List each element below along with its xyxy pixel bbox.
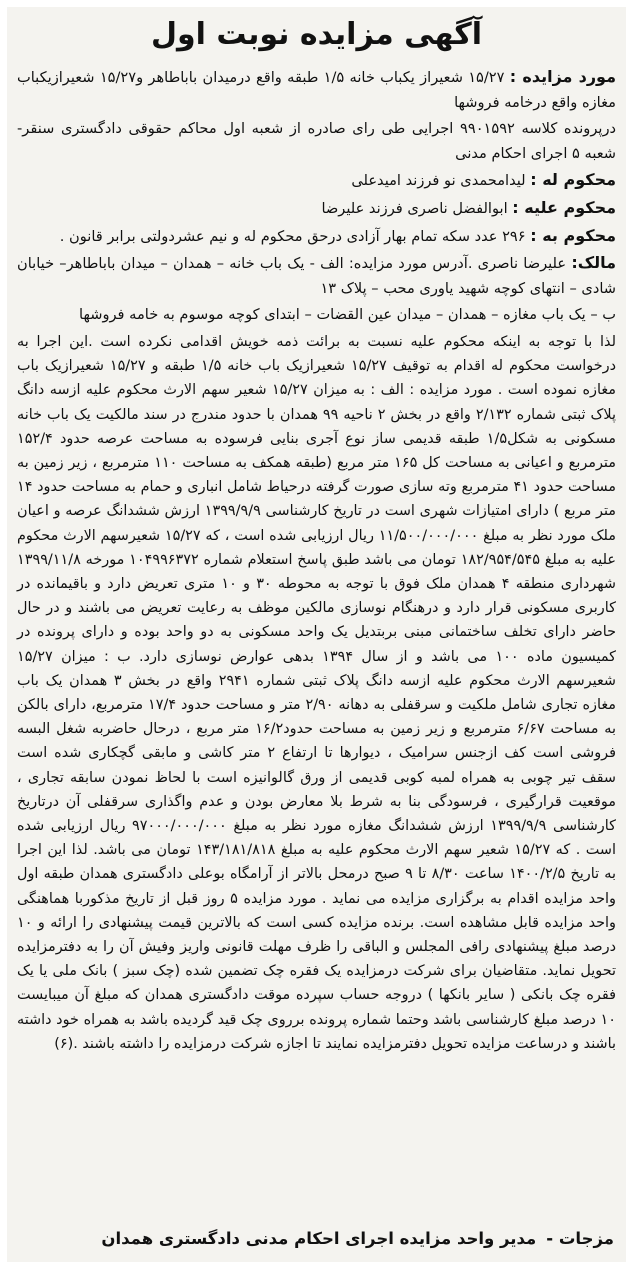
- notice-title: آگهی مزایده نوبت اول: [150, 17, 483, 52]
- address-b-text: ب – یک باب مغازه – همدان – میدان عین القضات – ابتدای کوچه موسوم به خامه فروشها: [79, 306, 616, 324]
- case-text: درپرونده کلاسه ۹۹۰۱۵۹۲ اجرایی طی رای صادره از شعبه اول محاکم حقوقی دادگستری سنقر- شعبه ۵ اجرای احکام مدنی: [17, 120, 617, 162]
- notice-body: لذا با توجه به اینکه محکوم علیه نسبت به برائت ذمه خویش اقدامی نکرده است .این اجرا به درخواست محکوم له اقدام به توقیف ۱۵/۲۷ شعیرازیک باب خانه ۱/۵ طبقه و ۱۵/۲۷ شعیرازیک باب مغازه نموده است . مورد مزایده : الف : به میزان ۱۵/۲۷ شعیر سهم الارث محکوم علیه ازسه دانگ پلاک ثبتی شماره ۲/۱۳۲ واقع در بخش ۲ ناحیه ۹۹ همدان با حدود مندرج در سند مالکیت یک باب خانه مسکونی به شکل۱/۵ طبقه قدیمی ساز نوع آجری بنایی فرسوده به مساحت عرصه حدود ۱۵۲/۴ مترمربع و اعیانی به مساحت کل ۱۶۵ متر مربع (طبقه همکف به مساحت ۱۱۰ مترمربع ، زیر زمین به مساحت حدود ۴۱ مترمربع وته سازی صورت گرفته درحیاط شامل انباری و حمام به مساحت حدود ۱۴ متر مربع ) دارای امتیازات شهری است در تاریخ کارشناسی ۱۳۹۹/۹/۹ ارزش ششدانگ عرصه و اعیان ملک مورد نظر به مبلغ ۱۱/۵۰۰/۰۰۰/۰۰۰ ریال ارزیابی شده است ، که ۱۵/۲۷ شعیرسهم الارث محکوم علیه به مبلغ ۱۸۲/۹۵۴/۵۴۵ تومان می باشد طبق پاسخ استعلام شماره ۱۰۴۹۹۶۳۷۲ مورخه ۱۳۹۹/۱۱/۸ شهرداری منطقه ۴ همدان ملک فوق با توجه به محوطه ۳۰ و ۱۰ متری تعریض دارد و باقیمانده در کاربری مسکونی قرار دارد و درهنگام نوسازی مالکین موظف به رعایت تعریض می باشند و در حال حاضر دارای تخلف ساختمانی مبنی بربتدیل یک واحد مسکونی به دو واحد بوده و دارای پرونده در کمیسیون ماده ۱۰۰ می باشد و از سال ۱۳۹۴ بدهی عوارض نوسازی دارد. ب : میزان ۱۵/۲۷ شعیرسهم الارث محکوم علیه ازسه دانگ پلاک ثبتی شماره ۲۹۴۱ واقع در بخش ۳ همدان یک باب مغازه تجاری شامل ملکیت و سرقفلی به دهانه ۲/۹۰ متر و مساحت حدود ۱۷/۴ مترمربع، دارای بالکن به مساحت ۶/۶۷ مترمربع و زیر زمین به مساحت حدود۱۶/۲ متر مربع ، درحال حاضربه شغل البسه فروشی است کف ازجنس سرامیک ، دیوارها تا ارتفاع ۲ متر کاشی و مابقی گچکاری شده است سقف تیر چوبی به همراه لمبه کوبی قدیمی از ورق گالوانیزه است با لحاظ نمودن سابقه تجاری ، موقعیت قرارگیری ، فرسودگی بنا به شرط بلا معارض بودن و عدم واگذاری سرقفلی آن درتاریخ کارشناسی ۱۳۹۹/۹/۹ ارزش ششدانگ مغازه مورد نظر به مبلغ ۹۷۰۰۰/۰۰۰/۰۰۰ ریال ارزیابی شده است . که ۱۵/۲۷ شعیر سهم الارث محکوم علیه به مبلغ ۱۴۳/۱۸۱/۸۱۸ تومان می باشد. لذا این اجرا به تاریخ ۱۴۰۰/۲/۵ ساعت ۸/۳۰ تا ۹ صبح درمحل بالاتر از آرامگاه بوعلی دادگستری همدان طبقه اول واحد مزایده اقدام به برگزاری مزایده می نماید . مورد مزایده ۵ روز قبل از تاریخ مذکوربا هماهنگی واحد مزایده قابل مشاهده است. برنده مزایده کسی است که بالاترین قیمت پیشنهادی را ارائه و ۱۰ درصد مبلغ پیشنهادی رافی المجلس و الباقی را ظرف مهلت قانونی واریز وفیش آن را به دفترمزایده تحویل نماید. متقاضیان برای شرکت درمزایده یک فقره چک تضمین شده (چک سبز ) بانک ملی یا یک فقره چک بانکی ( سایر بانکها ) دروجه حساب سپرده موقت دادگستری همدان که مبلغ آن میبایست ۱۰ درصد مبلغ کارشناسی باشد وحتما شماره پرونده برروی چک قید گردیده باشد به همراه خود داشته باشند و درساعت مزایده تحویل دفترمزایده نمایند تا اجازه شرکت درمزایده را داشته باشند .(۶): [17, 333, 617, 1052]
- plaintiff-text: لیدامحمدی نو فرزند امیدعلی: [351, 172, 526, 190]
- owner-label: مالک:: [571, 253, 617, 273]
- judgment-label: محکوم به :: [530, 225, 616, 245]
- owner-text: علیرضا ناصری .آدرس مورد مزایده: الف - یک باب خانه – همدان – میدان باباطاهر– خیابان شادی – انتهای کوچه شهید یاوری محب – پلاک ۱۳: [17, 255, 616, 297]
- subject-paragraph: [17, 65, 616, 115]
- footer-left-text: مزجات -: [546, 1229, 614, 1248]
- judgment-paragraph: [17, 224, 616, 250]
- plaintiff-label: محکوم له :: [530, 170, 616, 190]
- defendant-label: محکوم علیه :: [512, 197, 616, 217]
- defendant-paragraph: [17, 196, 616, 222]
- subject-label: مورد مزایده :: [509, 67, 616, 86]
- subject-text: ۱۵/۲۷ شعیراز یکباب خانه ۱/۵ طبقه واقع درمیدان باباطاهر و۱۵/۲۷ شعیرازیکباب مغازه واقع درخامه فروشها: [17, 69, 616, 111]
- defendant-text: ابوالفضل ناصری فرزند علیرضا: [321, 199, 508, 217]
- owner-paragraph: [17, 251, 616, 301]
- judgment-text: ۲۹۶ عدد سکه تمام بهار آزادی درحق محکوم له و نیم عشردولتی برابر قانون .: [59, 227, 526, 245]
- address-b-paragraph: [17, 303, 616, 328]
- notice-sheet: [7, 7, 626, 1262]
- notice-footer: [19, 1226, 614, 1252]
- plaintiff-paragraph: [17, 168, 616, 194]
- footer-signature: مدیر واحد مزایده اجرای احکام مدنی دادگستری همدان: [101, 1229, 537, 1248]
- case-paragraph: [17, 117, 616, 166]
